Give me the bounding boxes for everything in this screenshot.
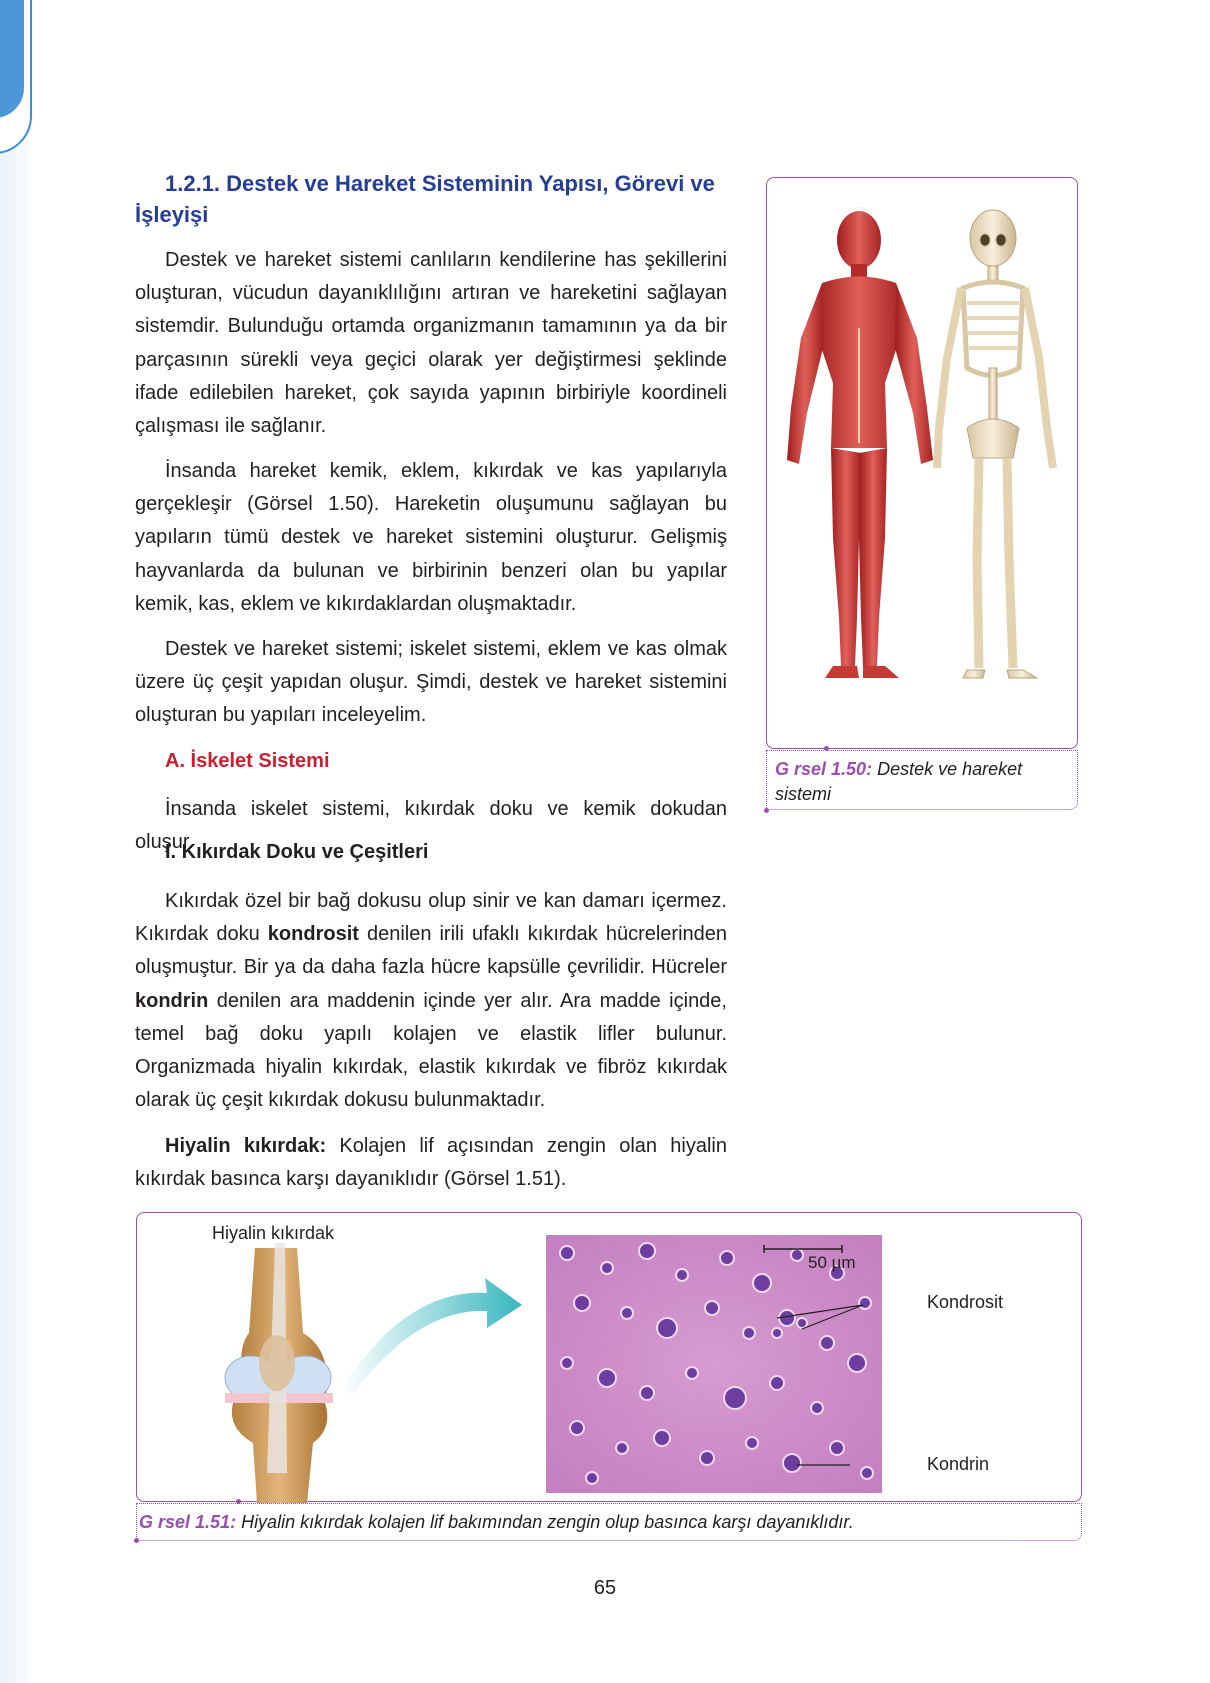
- paragraph-6: [135, 1130, 727, 1196]
- paragraph-5-text-b: denilen irili ufaklı kıkırdak hücrelerinden oluşmuştur. Bir ya da daha fazla hücre kapsülle çevrilidir. Hücreler: [135, 923, 728, 979]
- paragraph-4: İnsanda iskelet sistemi, kıkırdak doku ve kemik dokudan oluşur.: [135, 798, 727, 854]
- section-heading: 1.2.1. Destek ve Hareket Sisteminin Yapısı, Görevi ve İşleyişi: [135, 171, 715, 227]
- figure-1-51-label: G rsel 1.51:: [139, 1512, 237, 1532]
- paragraph-3: Destek ve hareket sistemi; iskelet sistemi, eklem ve kas olmak üzere üç çeşit yapıdan oluşur. Şimdi, destek ve hareket sistemini oluşturan bu yapıları inceleyelim.: [135, 638, 727, 727]
- caption-dot: [764, 808, 769, 813]
- term-kondrin: kondrin: [135, 989, 209, 1012]
- caption-dot: [824, 746, 829, 751]
- kondrosit-label: Kondrosit: [927, 1292, 1004, 1312]
- subheading-cartilage: I. Kıkırdak Doku ve Çeşitleri: [165, 841, 429, 863]
- page-number: 65: [593, 1577, 617, 1599]
- knee-joint-illustration: [225, 1243, 333, 1503]
- arrow-icon: [342, 1278, 522, 1395]
- skeleton-figure: [937, 210, 1053, 678]
- term-hiyalin: Hiyalin kıkırdak:: [165, 1135, 327, 1157]
- paragraph-6-text: Kolajen lif açısından zengin olan hiyalin kıkırdak basınca karşı dayanıklıdır (Görsel 1.51).: [135, 1135, 727, 1191]
- knee-label: Hiyalin kıkırdak: [212, 1223, 335, 1243]
- paragraph-5: [135, 885, 727, 1117]
- paragraph-5-text-c: denilen ara maddenin içinde yer alır. Ara madde içinde, temel bağ doku yapılı kolajen ve elastik lifler bulunur. Organizmada hiyalin kıkırdak, elastik kıkırdak ve fibröz kıkırdak olarak üç çeşit kıkırdak dokusu bulunmaktadır.: [135, 989, 727, 1112]
- figure-1-50: [766, 177, 1078, 749]
- figure-1-51-caption-text: Hiyalin kıkırdak kolajen lif bakımından zengin olup basınca karşı dayanıklıdır.: [236, 1512, 854, 1532]
- paragraph-5-text-a: Kıkırdak özel bir bağ dokusu olup sinir ve kan damarı içermez. Kıkırdak doku: [135, 890, 727, 946]
- figure-1-51-caption: [136, 1503, 1082, 1541]
- muscle-figure: [787, 207, 933, 678]
- figure-1-50-caption: [766, 750, 1078, 810]
- muscle-skeleton-illustration: [767, 178, 1078, 749]
- caption-dot: [134, 1538, 139, 1543]
- figure-1-50-caption-text: Destek ve hareket sistemi: [775, 759, 1023, 804]
- kondrin-label: Kondrin: [927, 1454, 990, 1474]
- page-margin-strip: [0, 0, 28, 1683]
- subheading-skeletal-system: A. İskelet Sistemi: [165, 750, 330, 772]
- caption-dot: [236, 1499, 241, 1504]
- paragraph-1: Destek ve hareket sistemi canlıların kendilerine has şekillerini oluşturan, vücudun dayanıklılığını artıran ve hareketini sağlayan sistemdir. Bulunduğu ortamda organizmanın tamamının ya da bir parçasının sürekli veya geçici olarak yer değiştirmesi şeklinde ifade edilebilen hareket, çok sayıda yapının birbiriyle koordineli çalışması ile sağlanır.: [135, 249, 727, 438]
- corner-tab-fill: [0, 0, 24, 118]
- cartilage-micrograph: [546, 1235, 882, 1493]
- scale-label: 50 µm: [808, 1253, 856, 1272]
- paragraph-2: İnsanda hareket kemik, eklem, kıkırdak ve kas yapılarıyla gerçekleşir (Görsel 1.50). Hareketin oluşumunu sağlayan bu yapıların tümü destek ve hareket sistemini oluşturur. Gelişmiş hayvanlarda da bulunan ve birbirinin benzeri olan bu yapılar kemik, kas, eklem ve kıkırdaklardan oluşmaktadır.: [135, 460, 727, 615]
- term-kondrosit: kondrosit: [267, 923, 359, 946]
- figure-1-50-label: G rsel 1.50:: [775, 759, 873, 779]
- figure-1-51: [136, 1212, 1082, 1502]
